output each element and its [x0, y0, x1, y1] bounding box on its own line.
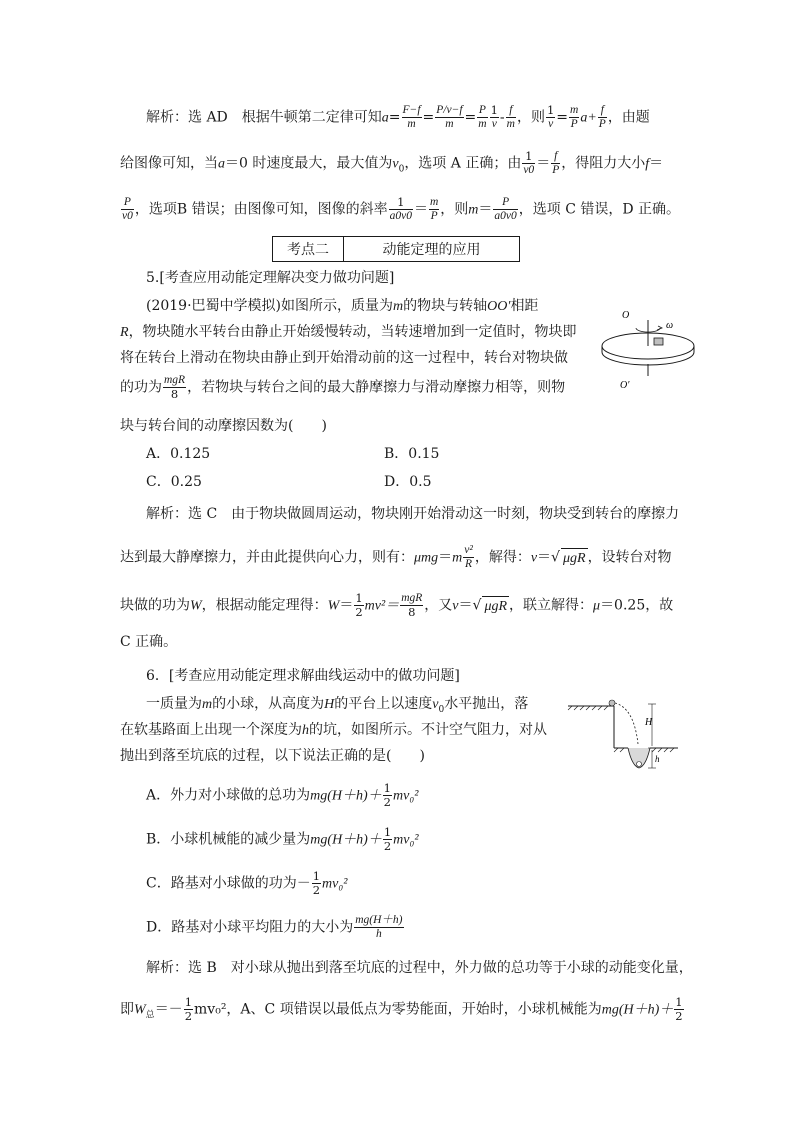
- fraction: $\frac{1}{v0}$: [523, 149, 535, 176]
- solution-5-line-4: C 正确。: [120, 634, 178, 650]
- fraction: $\frac{P/v-f}{m}$: [436, 104, 463, 130]
- omega-label: ω: [666, 320, 674, 331]
- projectile-pit-figure: [566, 694, 686, 778]
- fraction: $\frac{1}{2}$: [355, 591, 363, 619]
- fraction: $\frac{1}{2}$: [383, 781, 391, 809]
- option-c: C．0.25: [146, 474, 202, 490]
- section-header-table: [272, 236, 520, 262]
- option-6c: C．路基对小球做的功为－ $\frac{1}{2}$ mv₀²: [146, 869, 348, 897]
- solution-5-line-1: 解析：选 C 由于物块做圆周运动，物块刚开始滑动这一时刻，物块受到转台的摩擦力: [146, 506, 680, 522]
- height-label-H: H: [645, 717, 653, 728]
- question-5-line-3: 将在转台上滑动在物块由静止到开始滑动前的这一过程中，转台对物块做: [120, 350, 568, 366]
- option-d: D．0.5: [384, 474, 432, 490]
- fraction: $\frac{m}{P}$: [429, 196, 439, 222]
- fraction: $\frac{F-f}{m}$: [402, 104, 421, 130]
- axis-label-o-prime: O′: [620, 380, 630, 391]
- question-5-line-1: (2019·巴蜀中学模拟)如图所示，质量为m的物块与转轴OO′相距: [146, 298, 539, 314]
- depth-label-h: h: [655, 754, 660, 764]
- fraction: $\frac{1}{2}$: [383, 825, 392, 853]
- fraction: $\frac{f}{m}$: [506, 104, 515, 130]
- question-5-line-2: R，物块随水平转台由静止开始缓慢转动，当转速增加到一定值时，物块即: [120, 324, 577, 340]
- fraction: $\frac{\text{mgR}}{8}$: [401, 592, 423, 619]
- fraction: $\frac{mg(H+h)}{h}$: [355, 914, 403, 940]
- fraction: $\frac{\text{v²}}{R}$: [464, 544, 473, 570]
- fraction: $\frac{P}{m}$: [478, 104, 487, 130]
- fraction: $\frac{1}{2}$: [675, 995, 683, 1023]
- option-a: A．0.125: [146, 446, 211, 462]
- question-5-tag: 5.[考查应用动能定理解决变力做功问题]: [146, 270, 395, 286]
- solution-5-line-2: 达到最大静摩擦力，并由此提供向心力，则有：μmg＝m $\frac{\text{v²}}{R}$ ，解得：v＝√ μgR ，设转台对物: [120, 544, 672, 570]
- solution-6-line-2: 即$W_总=-$ $\frac{1}{2}$ mv₀²，A、C 项错误以最低点为零势能面，开始时，小球机械能为mg(H＋h)＋ $\frac{1}{2}$: [120, 995, 683, 1023]
- var-a: a: [381, 110, 389, 126]
- solution-6-line-1: 解析：选 B 对小球从抛出到落至坑底的过程中，外力做的总功等于小球的动能变化量，: [146, 960, 693, 976]
- fraction: $\frac{P}{a0v0}$: [494, 196, 517, 222]
- solution-4-line-2: 给图像可知，当a＝0 时速度最大，最大值为$v_0$，选项 A 正确；由 $\frac{1}{v0}$ ＝ $\frac{f}{P}$ ，得阻力大小f＝: [120, 149, 664, 176]
- fraction: $\frac{1}{2}$: [184, 995, 193, 1023]
- solution-5-line-3: 块做的功为W，根据动能定理得：W＝ $\frac{1}{2}$ mv²＝ $\frac{\text{mgR}}{8}$ ，又v＝√ μgR ，联立解得：μ＝0.25，故: [120, 591, 674, 619]
- eq: =: [388, 109, 401, 126]
- question-6-line-2: 在软基路面上出现一个深度为h的坑，如图所示。不计空气阻力，对从: [120, 722, 547, 738]
- fraction: $\frac{\text{mgR}}{8}$: [164, 374, 186, 401]
- fraction: $\frac{m}{P}$: [570, 104, 579, 130]
- option-b: B．0.15: [384, 446, 440, 462]
- question-6-tag: 6．[考查应用动能定理求解曲线运动中的做功问题]: [146, 668, 460, 684]
- solution-4-prefix: 解析：选 AD 根据牛顿第二定律可知: [146, 109, 382, 126]
- fraction: $\frac{f}{P}$: [598, 104, 606, 130]
- fraction: $\frac{P}{v0}$: [122, 196, 133, 222]
- axis-label-o: O: [622, 310, 630, 321]
- question-5-line-4: 的功为 $\frac{\text{mgR}}{8}$ ，若物块与转台之间的最大静摩擦力与滑动摩擦力相等，则物: [120, 374, 566, 401]
- solution-4-line-1: 解析：选 AD 根据牛顿第二定律可知a= $\frac{F-f}{m}$ = $\frac{P/v-f}{m}$ = $\frac{P}{m}$ $\frac{1}{v}$ - $\frac{f}{m}$ ，则 $\frac{1}{v}$ = $\frac{m}{P}$ a+ $\frac{f}{P}$ ，由题: [146, 103, 650, 130]
- fraction: $\frac{1}{v}$: [490, 103, 498, 130]
- question-6-line-3: 抛出到落至坑底的过程，以下说法正确的是( ): [120, 748, 425, 764]
- fraction: $\frac{1}{v}$: [546, 103, 555, 130]
- section-label: 考点二: [273, 237, 344, 261]
- turntable-figure: [596, 306, 706, 392]
- solution-4-line-3: $\frac{P}{v0}$ ，选项B 错误；由图像可知，图像的斜率 $\frac{1}{a0v0}$ ＝ $\frac{m}{P}$ ，则m＝ $\frac{P}{a0v0}$ ，选项 C 错误，D 正确。: [122, 195, 681, 222]
- question-5-line-5: 块与转台间的动摩擦因数为( ): [120, 418, 327, 434]
- fraction: $\frac{f}{P}$: [552, 150, 560, 176]
- option-6b: B．小球机械能的减少量为mg(H＋h)＋ $\frac{1}{2}$ mv₀²: [146, 825, 419, 853]
- fraction: $\frac{1}{2}$: [312, 869, 321, 897]
- question-6-line-1: 一质量为m的小球，从高度为H的平台上以速度$v_0$水平抛出，落: [146, 696, 529, 715]
- fraction: $\frac{1}{a0v0}$: [389, 195, 412, 222]
- option-6a: A．外力对小球做的总功为mg(H＋h)＋ $\frac{1}{2}$ mv₀²: [146, 781, 419, 809]
- option-6d: D．路基对小球平均阻力的大小为 $\frac{mg(H+h)}{h}$: [146, 914, 403, 940]
- section-title: 动能定理的应用: [382, 242, 481, 258]
